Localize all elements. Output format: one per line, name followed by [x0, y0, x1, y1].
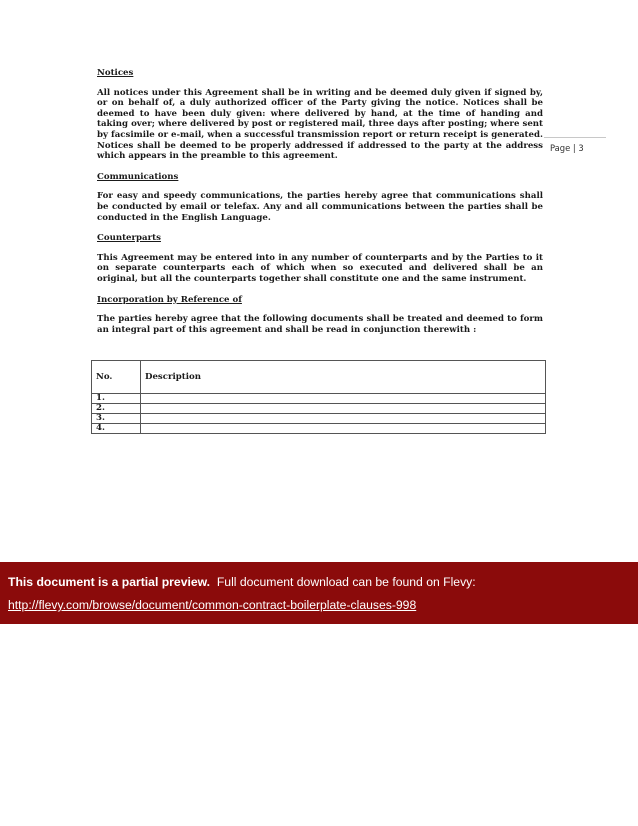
preview-notice-text: Full document download can be found on Flevy: — [216, 575, 476, 589]
table-row — [92, 394, 546, 404]
row-number: 3. — [92, 414, 141, 424]
communications-paragraph: For easy and speedy communications, the parties hereby agree that communications shall be conducted by email or telefax. Any and all communications between the parties shall be conducted in the English Language. — [97, 191, 543, 223]
preview-notice-bold: This document is a partial preview. — [8, 575, 211, 589]
download-link[interactable]: http://flevy.com/browse/document/common-contract-boilerplate-clauses-998 — [8, 598, 417, 612]
table-row — [92, 414, 546, 424]
row-description — [141, 424, 546, 434]
incorporation-heading: Incorporation by Reference of — [97, 294, 242, 305]
preview-notice — [8, 575, 476, 589]
page-number: Page | 3 — [550, 143, 584, 153]
page-number-rule — [544, 137, 606, 138]
row-description — [141, 404, 546, 414]
incorporation-paragraph: The parties hereby agree that the following documents shall be treated and deemed to form an integral part of this agreement and shall be read in conjunction therewith : — [97, 314, 543, 335]
row-number: 4. — [92, 424, 141, 434]
documents-table — [91, 360, 546, 434]
table-row — [92, 404, 546, 414]
preview-banner — [0, 562, 638, 624]
row-number: 2. — [92, 404, 141, 414]
notices-heading: Notices — [97, 68, 134, 78]
row-number: 1. — [92, 394, 141, 404]
table-header-row — [92, 361, 546, 394]
counterparts-heading: Counterparts — [97, 233, 161, 244]
document-body — [97, 68, 543, 345]
notices-paragraph: All notices under this Agreement shall be in writing and be deemed duly given if signed by, or on behalf of, a duly authorized officer of the Party giving the notice. Notices shall be deemed to have been duly given: where delivered by hand, at the time of handing and taking over; where delivered by post or registered mail, three days after posting; where sent by facsimile or e-mail, when a successful transmission report or return receipt is generated. Notices shall be deemed to be properly addressed if addressed to the party at the address which appears in the preamble to this agreement. — [97, 87, 543, 162]
column-header-no: No. — [92, 361, 141, 394]
communications-heading: Communications — [97, 171, 179, 182]
row-description — [141, 414, 546, 424]
row-description — [141, 394, 546, 404]
table-row — [92, 424, 546, 434]
counterparts-paragraph: This Agreement may be entered into in any number of counterparts and by the Parties to it on separate counterparts each of which when so executed and delivered shall be an original, but all the counterparts together shall constitute one and the same instrument. — [97, 252, 543, 284]
column-header-description: Description — [141, 361, 546, 394]
